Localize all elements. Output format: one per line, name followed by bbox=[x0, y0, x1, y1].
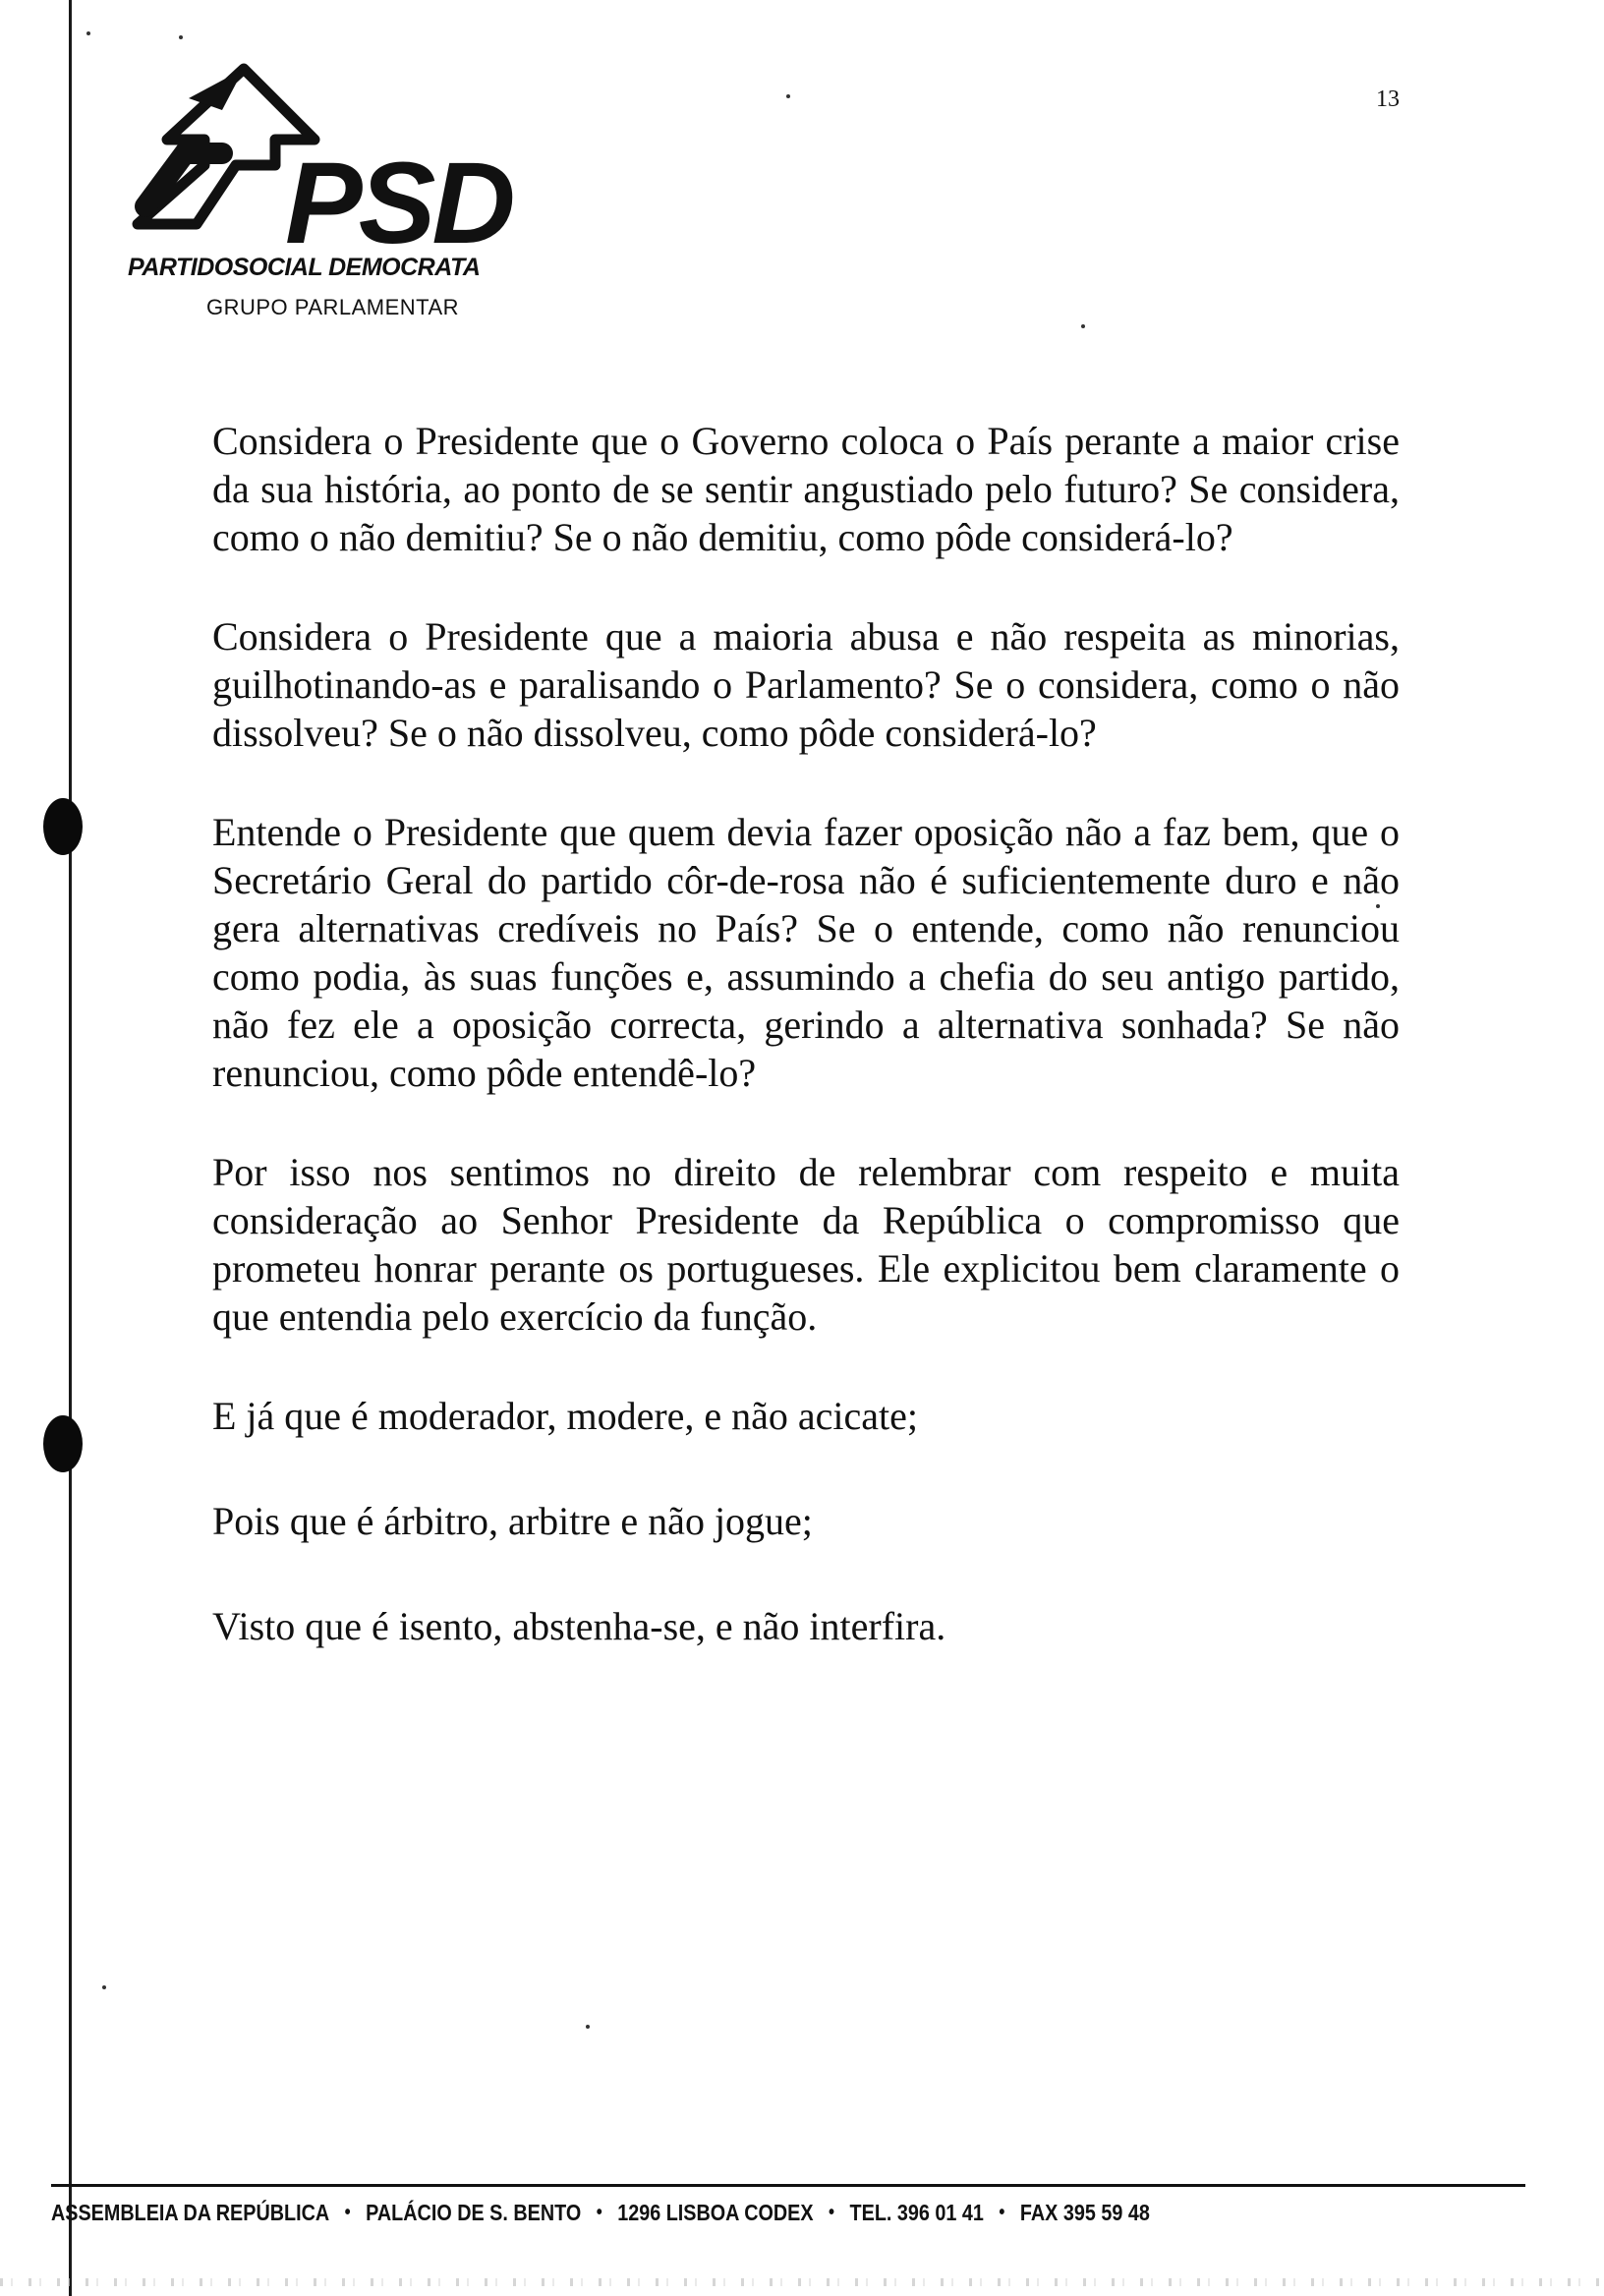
punch-hole bbox=[43, 1415, 83, 1472]
footer-separator: • bbox=[829, 2202, 835, 2223]
scan-speck bbox=[179, 35, 183, 39]
footer-phone: TEL. 396 01 41 bbox=[849, 2200, 984, 2225]
footer-assembly: ASSEMBLEIA DA REPÚBLICA bbox=[51, 2200, 330, 2225]
scan-speck bbox=[1081, 324, 1085, 328]
scan-speck bbox=[86, 31, 90, 35]
paragraph: Pois que é árbitro, arbitre e não jogue; bbox=[212, 1499, 813, 1543]
footer-separator: • bbox=[596, 2202, 602, 2223]
footer-rule bbox=[51, 2184, 1525, 2187]
paragraph: Visto que é isento, abstenha-se, e não interfira. bbox=[212, 1604, 946, 1648]
party-name: PARTIDOSOCIAL DEMOCRATA bbox=[128, 254, 481, 281]
footer-palace: PALÁCIO DE S. BENTO bbox=[366, 2200, 582, 2225]
logo-wordmark: PSD bbox=[285, 139, 512, 268]
scan-noise-strip bbox=[0, 2278, 1604, 2286]
document-body bbox=[212, 417, 1400, 1707]
scan-speck bbox=[786, 94, 790, 98]
footer-city: 1296 LISBOA CODEX bbox=[617, 2200, 814, 2225]
paragraph: E já que é moderador, modere, e não acicate; bbox=[212, 1394, 919, 1438]
letterhead-footer bbox=[51, 2200, 1319, 2226]
footer-separator: • bbox=[999, 2202, 1005, 2223]
binding-margin-line bbox=[69, 0, 72, 2296]
scan-speck bbox=[102, 1985, 106, 1989]
footer-fax: FAX 395 59 48 bbox=[1019, 2200, 1150, 2225]
punch-hole bbox=[43, 798, 83, 855]
paragraph: Por isso nos sentimos no direito de relembrar com respeito e muita consideração ao Senhor Presidente da República o compromisso que prometeu honrar perante os portugueses. Ele explicitou bem claramente o que entendia pelo exercício da função. bbox=[212, 1150, 1400, 1339]
paragraph: Entende o Presidente que quem devia fazer oposição não a faz bem, que o Secretário Geral do partido côr-de-rosa não é suficientemente duro e não gera alternativas credíveis no País? Se o entende, como não renunciou como podia, às suas funções e, assumindo a chefia do seu antigo partido, não fez ele a oposição correcta, gerindo a alternativa sonhada? Se não renunciou, como pôde entendê-lo? bbox=[212, 810, 1400, 1095]
scan-speck bbox=[586, 2025, 590, 2029]
paragraph: Considera o Presidente que a maioria abusa e não respeita as minorias, guilhotinando-as e paralisando o Parlamento? Se o considera, como o não dissolveu? Se o não dissolveu, como pôde considerá-lo? bbox=[212, 614, 1400, 755]
parliamentary-group: GRUPO PARLAMENTAR bbox=[206, 295, 460, 319]
psd-logo bbox=[128, 59, 619, 334]
paragraph: Considera o Presidente que o Governo coloca o País perante a maior crise da sua história, ao ponto de se sentir angustiado pelo futuro? Se considera, como o não demitiu? Se o não demitiu, como pôde considerá-lo? bbox=[212, 419, 1400, 559]
page-number: 13 bbox=[1376, 86, 1400, 112]
footer-separator: • bbox=[344, 2202, 351, 2223]
